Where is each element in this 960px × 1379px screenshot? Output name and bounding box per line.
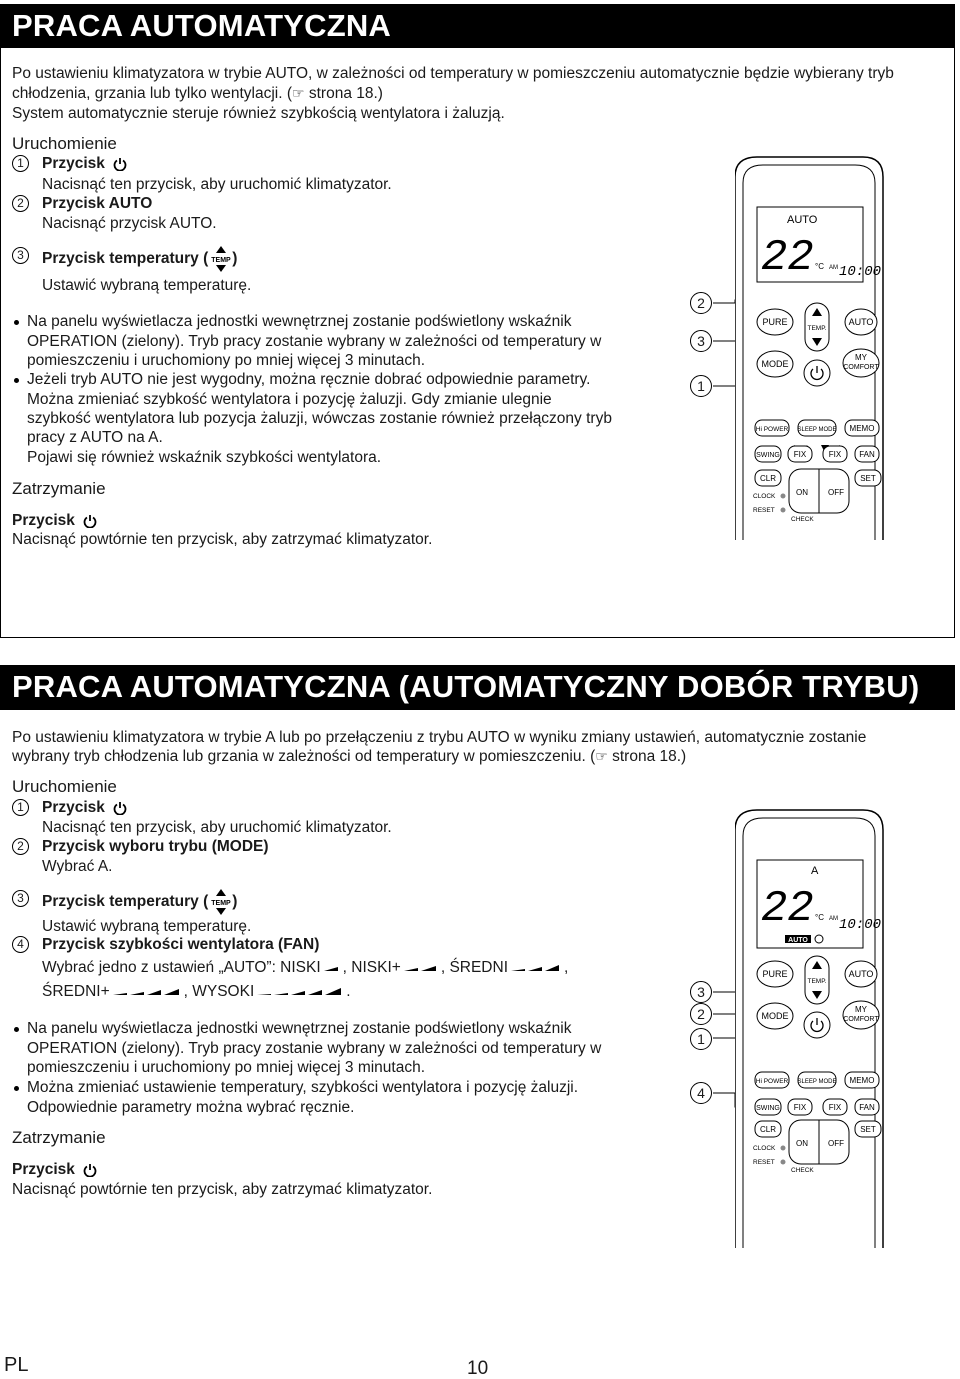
step-number: 4 xyxy=(12,936,29,953)
step-title: Przycisk xyxy=(42,154,127,174)
fix-button-1[interactable]: FIX xyxy=(793,1103,807,1112)
auto-button[interactable]: AUTO xyxy=(848,969,874,979)
set-button[interactable]: SET xyxy=(860,474,876,483)
step-title: Przycisk temperatury ( TEMP ) xyxy=(42,889,237,915)
bullet-text: Można zmieniać ustawienie temperatury, szybkości wentylatora i pozycję żaluzji. xyxy=(27,1079,579,1096)
power-icon xyxy=(113,801,127,815)
fan-options-line1: Wybrać jedno z ustawień „AUTO”: NISKI , NISKI+ , ŚREDNI , xyxy=(42,959,569,976)
step-number: 3 xyxy=(12,890,29,907)
stop-title: Przycisk xyxy=(12,1160,97,1180)
remote-am: AM xyxy=(829,265,838,271)
stop-title: Przycisk xyxy=(12,511,97,531)
set-button[interactable]: SET xyxy=(860,1125,876,1134)
memo-button[interactable]: MEMO xyxy=(849,424,875,433)
auto-button[interactable]: AUTO xyxy=(848,317,874,327)
step-title: Przycisk szybkości wentylatora (FAN) xyxy=(42,936,320,953)
stop-desc: Nacisnąć powtórnie ten przycisk, aby zatrzymać klimatyzator. xyxy=(12,1181,433,1198)
callout-number: 4 xyxy=(690,1082,712,1104)
step-desc: Nacisnąć ten przycisk, aby uruchomić klimatyzator. xyxy=(42,819,392,836)
hi-power-button[interactable]: Hi POWER xyxy=(755,1078,789,1085)
on-button[interactable]: ON xyxy=(796,488,808,497)
section1-intro-line2: chłodzenia, grzania lub tylko wentylacji. (☞ strona 18.) xyxy=(12,85,383,102)
bullet-text: Odpowiednie parametry można wybrać ręcznie. xyxy=(27,1099,355,1116)
hi-power-button[interactable]: Hi POWER xyxy=(755,426,789,433)
bullet-text: Pojawi się również wskaźnik szybkości wentylatora. xyxy=(27,449,382,466)
temp-button[interactable]: TEMP. xyxy=(807,325,827,332)
my-comfort-button[interactable]: MY xyxy=(855,1005,867,1014)
footer-language: PL xyxy=(4,1354,29,1376)
section1-title: PRACA AUTOMATYCZNA xyxy=(0,4,955,48)
clock-label: CLOCK xyxy=(753,493,776,500)
step-title: Przycisk wyboru trybu (MODE) xyxy=(42,838,269,855)
check-label: CHECK xyxy=(791,516,814,523)
fix-button-2[interactable]: FIX xyxy=(828,1103,842,1112)
callout-number: 2 xyxy=(690,1003,712,1025)
svg-text:TEMP: TEMP xyxy=(211,900,232,907)
clock-label: CLOCK xyxy=(753,1145,776,1152)
clr-button[interactable]: CLR xyxy=(759,1125,777,1134)
temp-button[interactable]: TEMP. xyxy=(807,978,827,985)
on-button[interactable]: ON xyxy=(796,1139,808,1148)
sleep-mode-button[interactable]: SLEEP MODE xyxy=(797,1079,837,1085)
section2-title: PRACA AUTOMATYCZNA (AUTOMATYCZNY DOBÓR TRYBU) xyxy=(0,665,955,709)
page-number: 10 xyxy=(467,1358,489,1379)
fan-options-line2: ŚREDNI+ , WYSOKI . xyxy=(42,983,351,1000)
bullet-text: szybkość wentylatora lub pozycja żaluzji, wówczas zostanie również przełączony tryb xyxy=(27,410,612,427)
remote-time: 10:00 xyxy=(839,264,882,280)
callout-number: 1 xyxy=(690,1028,712,1050)
bullet-text: Na panelu wyświetlacza jednostki wewnętrznej zostanie podświetlony wskaźnik xyxy=(27,313,572,330)
section2-start-heading: Uruchomienie xyxy=(12,777,117,796)
bullet-text: Jeżeli tryb AUTO nie jest wygodny, można ręcznie dobrać odpowiednie parametry. xyxy=(27,371,591,388)
step-title: Przycisk AUTO xyxy=(42,195,153,212)
section1-intro-line3: System automatycznie steruje również szybkością wentylatora i żaluzją. xyxy=(12,105,505,122)
remote-mode-label: A xyxy=(811,865,819,877)
step-number: 1 xyxy=(12,799,29,816)
callout-number: 1 xyxy=(690,375,712,397)
bullet-text: Można zmieniać szybkość wentylatora i pozycję żaluzji. Gdy zmianie ulegnie xyxy=(27,391,552,408)
remote-control-2 xyxy=(735,808,885,1248)
comfort-label: COMFORT xyxy=(843,364,879,371)
fix-button-2[interactable]: FIX xyxy=(828,450,842,459)
step-desc: Nacisnąć ten przycisk, aby uruchomić klimatyzator. xyxy=(42,176,392,193)
bullet-text: pomieszczeniu i uruchomiony po mniej więcej 3 minutach. xyxy=(27,1059,426,1076)
temp-arrows-icon xyxy=(210,889,232,915)
fan-button[interactable]: FAN xyxy=(859,450,875,459)
step-desc: Ustawić wybraną temperaturę. xyxy=(42,918,252,935)
off-button[interactable]: OFF xyxy=(828,1139,844,1148)
step-desc: Wybrać A. xyxy=(42,858,113,875)
clr-button[interactable]: CLR xyxy=(759,474,777,483)
reset-label: RESET xyxy=(753,1159,775,1166)
mode-button[interactable]: MODE xyxy=(761,1011,789,1021)
section1-intro-line1: Po ustawieniu klimatyzatora w trybie AUTO, w zależności od temperatury w pomieszczeniu automatycznie będzie wybierany tryb xyxy=(12,65,894,82)
remote-auto-badge: AUTO xyxy=(788,937,808,944)
off-button[interactable]: OFF xyxy=(828,488,844,497)
pointing-hand-icon: ☞ xyxy=(595,749,608,765)
remote-time: 10:00 xyxy=(839,917,882,933)
callout-number: 3 xyxy=(690,981,712,1003)
step-number: 2 xyxy=(12,838,29,855)
remote-unit: °C xyxy=(815,262,824,271)
pure-button[interactable]: PURE xyxy=(762,317,788,327)
mode-button[interactable]: MODE xyxy=(761,359,789,369)
remote-control-1 xyxy=(735,155,885,540)
svg-text:TEMP: TEMP xyxy=(211,257,232,264)
section2-stop-heading: Zatrzymanie xyxy=(12,1128,106,1147)
bullet-text: pracy z AUTO na A. xyxy=(27,429,163,446)
section2-frame xyxy=(0,709,955,710)
power-icon xyxy=(83,1163,97,1177)
step-number: 1 xyxy=(12,155,29,172)
step-number: 2 xyxy=(12,195,29,212)
my-comfort-button[interactable]: MY xyxy=(855,353,867,362)
bullet-text: pomieszczeniu i uruchomiony po mniej więcej 3 minutach. xyxy=(27,352,426,369)
step-desc: Ustawić wybraną temperaturę. xyxy=(42,277,252,294)
swing-button[interactable]: SWING xyxy=(756,452,780,459)
remote-am: AM xyxy=(829,916,838,922)
remote-temp: 22 xyxy=(761,233,814,283)
step-desc: Nacisnąć przycisk AUTO. xyxy=(42,215,217,232)
stop-desc: Nacisnąć powtórnie ten przycisk, aby zatrzymać klimatyzator. xyxy=(12,531,433,548)
bullet-text: OPERATION (zielony). Tryb pracy zostanie wybrany w zależności od temperatury w xyxy=(27,333,602,350)
comfort-label: COMFORT xyxy=(843,1016,879,1023)
bullet-text: Na panelu wyświetlacza jednostki wewnętrznej zostanie podświetlony wskaźnik xyxy=(27,1020,572,1037)
pointing-hand-icon: ☞ xyxy=(292,86,305,102)
section1-stop-heading: Zatrzymanie xyxy=(12,479,106,498)
sleep-mode-button[interactable]: SLEEP MODE xyxy=(797,427,837,433)
fan-button[interactable]: FAN xyxy=(859,1103,875,1112)
pure-button[interactable]: PURE xyxy=(762,969,788,979)
step-title: Przycisk temperatury ( TEMP ) xyxy=(42,246,237,272)
section1-start-heading: Uruchomienie xyxy=(12,134,117,153)
section2-intro-line2: wybrany tryb chłodzenia lub grzania w zależności od temperatury w pomieszczeniu. (☞ strona 18.) xyxy=(12,748,687,765)
remote-temp: 22 xyxy=(761,884,814,934)
remote-mode-label: AUTO xyxy=(787,214,818,226)
callout-number: 3 xyxy=(690,330,712,352)
swing-button[interactable]: SWING xyxy=(756,1105,780,1112)
reset-label: RESET xyxy=(753,507,775,514)
fix-button-1[interactable]: FIX xyxy=(793,450,807,459)
check-label: CHECK xyxy=(791,1167,814,1174)
step-number: 3 xyxy=(12,247,29,264)
step-title: Przycisk xyxy=(42,798,127,818)
bullet-text: OPERATION (zielony). Tryb pracy zostanie wybrany w zależności od temperatury w xyxy=(27,1040,602,1057)
section2-intro-line1: Po ustawieniu klimatyzatora w trybie A lub po przełączeniu z trybu AUTO w wyniku zmiany ustawień, automatycznie zostanie xyxy=(12,729,867,746)
memo-button[interactable]: MEMO xyxy=(849,1076,875,1085)
remote-unit: °C xyxy=(815,913,824,922)
callout-number: 2 xyxy=(690,292,712,314)
